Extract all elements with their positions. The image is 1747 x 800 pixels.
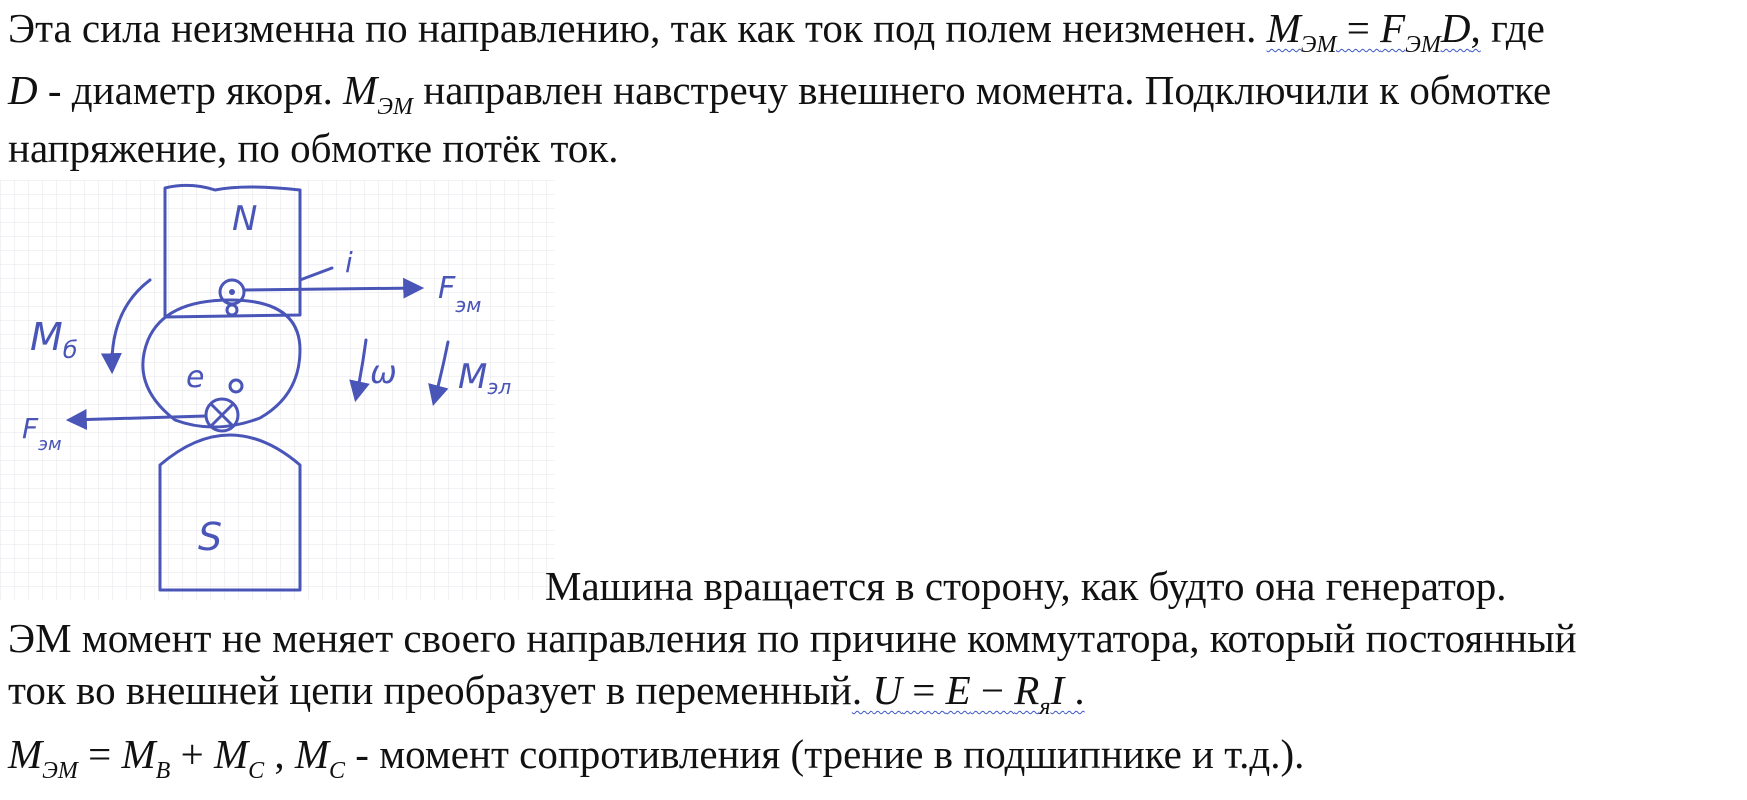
text-line-2-a: - диаметр якоря. [37, 67, 344, 113]
label-f-em-bottom: $F_{эм}$ [22, 412, 62, 455]
symbol-d: D [8, 67, 38, 113]
text-line-6: ток во внешней цепи преобразует в переменный. $U = E - R_яI$ . [8, 667, 1085, 720]
figure-caption: Машина вращается в сторону, как будто она генератор. [545, 563, 1507, 609]
symbol-m: M [343, 67, 378, 113]
motor-sketch-figure [0, 180, 555, 600]
symbol-m-sub: ЭМ [377, 94, 414, 120]
arrow-f-em-top [244, 288, 420, 290]
label-omega: ω [370, 353, 397, 391]
formula-u-e-ri: . $U = E - R_яI$ . [851, 667, 1085, 720]
label-i: i [345, 246, 353, 279]
pole-n-label: N [232, 199, 258, 239]
text-line-3: напряжение, по обмотке потёк ток. [8, 125, 619, 171]
text-line-1 [8, 4, 1545, 69]
label-e: e [186, 360, 205, 395]
label-m-b: $M_б$ [30, 315, 78, 364]
formula-m-em: $M_{ЭМ} = F_{ЭМ}D$, [1266, 5, 1481, 58]
text-line-2 [8, 66, 1551, 131]
text-line-1-tail: где [1490, 5, 1545, 51]
text-line-7: $M_{ЭМ} = M_В + M_C$ , $M_C$ - момент сопротивления (трение в подшипнике и т.д.). [8, 731, 1305, 784]
text-line-5: ЭМ момент не меняет своего направления по причине коммутатора, который постоянный [8, 615, 1577, 661]
text-line-1-body: Эта сила неизменна по направлению, так как ток под полем неизменен. [8, 5, 1257, 51]
label-f-em-top: $F_{эм}$ [438, 271, 482, 317]
pole-s-label: S [198, 515, 223, 559]
label-m-el: Mэл [458, 357, 512, 399]
text-line-2-b: направлен навстречу внешнего момента. Подключили к обмотке [413, 67, 1552, 113]
